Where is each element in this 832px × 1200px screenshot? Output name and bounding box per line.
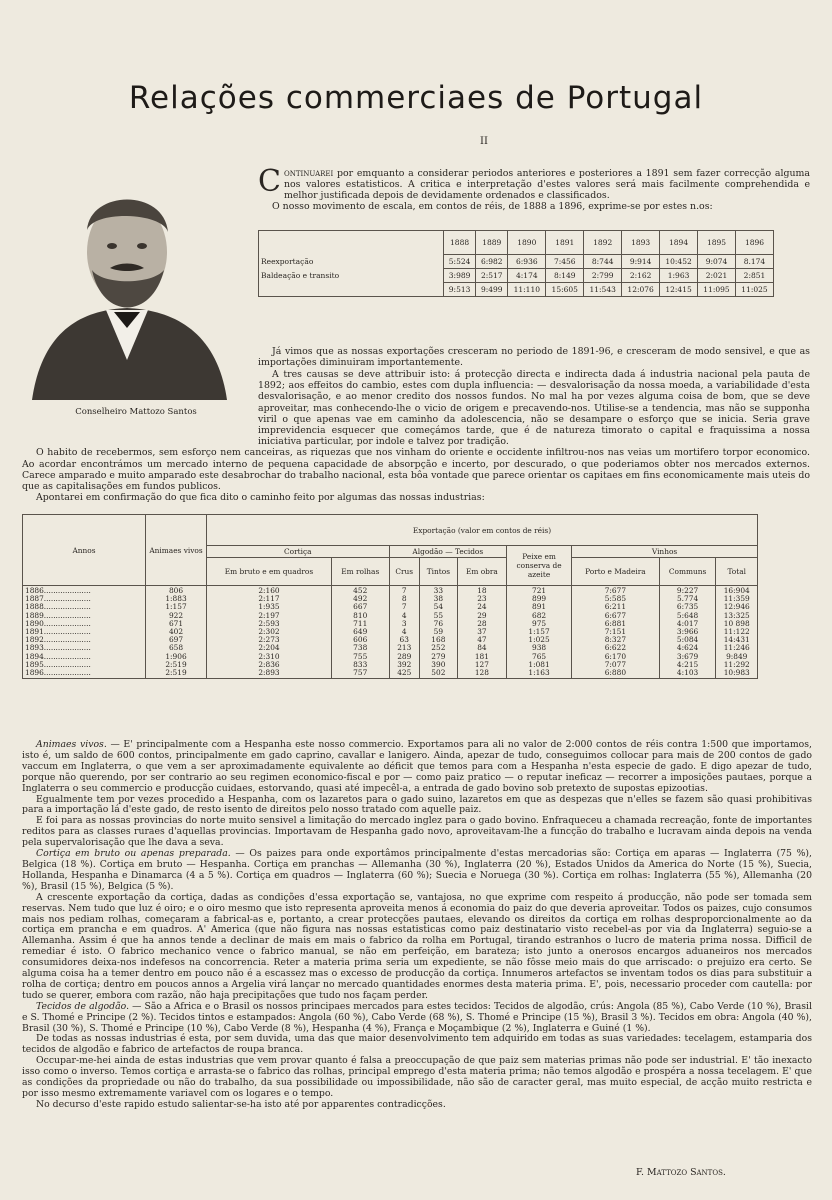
signature: F. Mattozo Santos. <box>636 1167 726 1178</box>
col-animaes: Animaes vivos <box>146 515 207 586</box>
escala-year: 1890 <box>508 231 546 255</box>
escala-cell: 9:914 <box>622 255 660 269</box>
table-cell: 10:983 <box>723 668 750 678</box>
article-title: Relações commerciaes de Portugal <box>128 80 704 116</box>
table-cell: 975 <box>532 618 547 628</box>
table-cell: 1886.................... <box>25 586 91 595</box>
paragraph-text: E foi para as nossas provincias do norte muito sensivel a limitação do mercado inglez para o gado bovino. Enfraqueceu a chamada recreação, fonte de importantes reditos para as classes ruraes d'aquellas provincias. Importavam de Hespanha gado novo, aproveitavam-lhe a funcção do trabalho e lucravam ainda depois na venda pela supervalorisação que lhe dava a seva. <box>22 815 812 849</box>
table-cell: 1:935 <box>258 602 280 612</box>
table-cell: 1:906 <box>165 651 187 661</box>
col-values <box>659 586 716 679</box>
col-tintos: Tintos <box>419 558 457 586</box>
paragraph-text: De todas as nossas industrias é esta, por sem duvida, uma das que maior desenvolvimento tem adquirido em todas as suas variedades: tecelagem, estamparia dos tecidos de algodão e fabrico de artefactos de roupa branca. <box>22 1033 812 1056</box>
table-cell: 29 <box>477 610 487 620</box>
table-cell: 289 <box>397 651 412 661</box>
escala-year: 1894 <box>660 231 698 255</box>
paragraph <box>22 893 812 1002</box>
col-bruto: Em bruto e em quadros <box>207 558 332 586</box>
escala-cell: 8:744 <box>584 255 622 269</box>
table-cell: 2:302 <box>258 627 280 637</box>
table-cell: 6:677 <box>604 610 627 620</box>
paragraph-text: A crescente exportação da cortiça, dadas as condições d'essa exportação se, vantajosa, no que exprime com respeito á producção, não pode ser tomada sem reservas. Nem tudo que luz é oiro; e o oiro mesmo que isto representa aproveita menos á economia do paiz do que deveria aproveitar. Todos os paizes, cujo consumos mais nos pediam rolhas, começaram a fabrical-as e, portanto, a crear protecções pautaes, elevando os direitos da cortiça em rolhas desproporcionalmente ao da cortiça em prancha e em quadros. A' America (que não figura nas nossas estatisticas como paiz destinatario visto recebel-as por via da Inglaterra) seguio-se a Allemanha. Assim é que ha annos tende a declinar de mais em mais o fabrico da rolha em Portugal, tirando estranhos o lucro de materia prima nossa. Difficil de remediar é isto. O fabrico mechanico vence o fabrico manual, se não em perfeição, em barateza; isto junto a onerosos encargos aduaneiros nos mercados consumidores deixa-nos indefesos na concorrencia. Reter a materia prima seria um expediente, se não fôsse meio mais do que arriscado: o prejuizo era certo. Se alguma coisa ha a temer dentro em pouco não é a escassez mas o excesso de producção da cortiça. Innumeros artefactos se inventam todos os dias para substituir a rolha de cortiça; dentro em poucos annos a Argelia virá lançar no mercado quantidades enormes desta materia prima. E', pois, necessario proceder com cautella: por tudo se querer, embora com razão, não haja precipitações que tudo nos façam perder. <box>22 891 812 1001</box>
table-cell: 63 <box>399 635 409 645</box>
wide-paragraphs <box>22 369 810 503</box>
table-cell: 2:160 <box>258 586 280 595</box>
table-cell: 11:122 <box>723 627 750 637</box>
table-cell: 390 <box>431 659 446 669</box>
table-cell: 721 <box>532 586 547 595</box>
table-cell: 6:880 <box>604 668 627 678</box>
escala-cell: 7:456 <box>546 255 584 269</box>
table-cell: 697 <box>168 635 184 645</box>
portrait-illustration <box>22 160 232 400</box>
table-cell: 765 <box>532 651 547 661</box>
table-cell: 5:648 <box>676 610 699 620</box>
table-cell: 7:677 <box>604 586 627 595</box>
paragraph: O habito de recebermos, sem esforço nem canceiras, as riquezas que nos vinham do oriente e occidente infiltrou-nos nas veias um mortifero torpor economico. Ao acordar encontrámos um mercado interno de pequena capacidade de absorpção e incerto, por descurado, o que poderiamos obter nos mercados externos. Carece amparado e muito amparado este desabrochar do trabalho nacional, esta bôa vontade que parece orientar os capitaes em fins economicamente mais uteis do que as capitalisações em fundos publicos. <box>22 447 810 493</box>
long-paragraphs <box>22 740 812 1111</box>
table-cell: 11:246 <box>723 643 750 653</box>
table-cell: 37 <box>477 627 487 637</box>
escala-cell: 6:936 <box>508 255 546 269</box>
table-cell: 11:292 <box>723 659 750 669</box>
portrait-caption: Conselheiro Mattozo Santos <box>75 407 197 417</box>
table-cell: 1891.................... <box>25 627 91 637</box>
escala-year: 1892 <box>584 231 622 255</box>
table-cell: 279 <box>431 651 446 661</box>
col-algodao: Algodão — Tecidos <box>389 546 507 558</box>
table-cell: 127 <box>474 659 489 669</box>
table-cell: 649 <box>353 627 368 637</box>
col-values <box>419 586 457 679</box>
table-cell: 392 <box>397 659 412 669</box>
table-cell: 738 <box>353 643 368 653</box>
table-cell: 938 <box>532 643 547 653</box>
col-obra: Em obra <box>457 558 506 586</box>
table-cell: 5:084 <box>676 635 699 645</box>
table-cell: 4 <box>401 610 407 620</box>
paragraph <box>22 795 812 817</box>
escala-cell: 8.174 <box>735 255 773 269</box>
escala-cell: 3:989 <box>444 269 476 283</box>
table-cell: 128 <box>474 668 489 678</box>
col-total: Total <box>716 558 758 586</box>
table-cell: 606 <box>353 635 368 645</box>
table-cell: 5:585 <box>604 594 627 604</box>
paragraph: A tres causas se deve attribuir isto: á protecção directa e indirecta dada á industria nacional pela pauta de 1892; aos effeitos do cambio, estes com dupla influencia: — desvalorisação da nossa moeda, a variabilidade d'esta desvalorisação, e ao menor credito dos nossos fundos. No mal ha por vezes alguma coisa de bom, que se deve aproveitar, mas conhecendo-lhe o vicio de origem e precavendo-nos. Utilise-se a tendencia, mas não se supponha viril o que apenas vae em caminho da adolescencia, não se desampare o esforço que se inicia. Seria grave imprevidencia esquecer que começámos tarde, que é de natureza timorato o capital e fraquissima a nossa iniciativa particular, por indole e talvez por tradição. <box>258 369 810 448</box>
intro-text: por emquanto a considerar periodos anteriores e posteriores a 1891 sem fazer correcção alguma nos valores estatisticos. A critica e interpretação d'estes valores será mais facilmente comprehendida e melhor justificada depois de devidamente ordenados e classificados. <box>283 168 810 201</box>
table-cell: 7 <box>401 586 407 595</box>
table-cell: 1:163 <box>528 668 550 678</box>
table-cell: 755 <box>353 651 368 661</box>
table-cell: 168 <box>431 635 446 645</box>
col-values <box>572 586 660 679</box>
escala-total: 12:415 <box>660 283 698 297</box>
table-cell: 7:151 <box>604 627 627 637</box>
col-annos: Annos <box>23 515 146 586</box>
table-cell: 833 <box>353 659 368 669</box>
table-cell: 7:077 <box>604 659 627 669</box>
table-cell: 1892.................... <box>25 635 91 645</box>
table-cell: 4:017 <box>676 618 699 628</box>
table-cell: 3:966 <box>676 627 699 637</box>
escala-cell: 2:851 <box>735 269 773 283</box>
paragraph <box>22 740 812 795</box>
export-table <box>22 514 758 679</box>
table-cell: 13:325 <box>723 610 750 620</box>
table-cell: 2:836 <box>258 659 280 669</box>
table-cell: 6:881 <box>604 618 627 628</box>
escala-cell: 2:517 <box>476 269 508 283</box>
escala-cell: 1:963 <box>660 269 698 283</box>
table-cell: 492 <box>353 594 368 604</box>
side-paragraphs <box>258 346 810 368</box>
table-cell: 1:157 <box>165 602 187 612</box>
table-cell: 891 <box>532 602 547 612</box>
table-cell: 757 <box>353 668 368 678</box>
table-cell: 38 <box>433 594 444 604</box>
escala-cell: 8:149 <box>546 269 584 283</box>
table-cell: 2:519 <box>165 668 187 678</box>
table-cell: 4:215 <box>676 659 699 669</box>
paragraph <box>22 849 812 893</box>
col-values <box>146 586 207 679</box>
table-cell: 1:081 <box>528 659 550 669</box>
escala-cell: 9:074 <box>698 255 736 269</box>
escala-total: 12:076 <box>622 283 660 297</box>
col-peixe: Peixe em conserva de azeite <box>507 546 572 586</box>
col-values <box>23 586 146 679</box>
escala-table <box>258 230 774 297</box>
table-cell: 2:117 <box>258 594 280 604</box>
intro-paragraph <box>258 164 810 212</box>
dropcap: C <box>258 164 281 199</box>
col-values <box>716 586 758 679</box>
table-cell: 899 <box>532 594 547 604</box>
paragraph <box>22 1056 812 1100</box>
table-cell: 1:157 <box>528 627 550 637</box>
table-cell: 4:624 <box>676 643 699 653</box>
table-cell: 1895.................... <box>25 659 91 669</box>
escala-total: 11:025 <box>735 283 773 297</box>
escala-cell: 2:162 <box>622 269 660 283</box>
col-values <box>457 586 506 679</box>
paragraph-lead: Tecidos de algodão. <box>36 1000 130 1012</box>
escala-year: 1891 <box>546 231 584 255</box>
escala-cell: 6:982 <box>476 255 508 269</box>
table-cell: 2:197 <box>258 610 280 620</box>
escala-year: 1889 <box>476 231 508 255</box>
table-cell: 55 <box>433 610 444 620</box>
escala-row-label: Reexportação <box>259 255 444 269</box>
col-crus: Crus <box>389 558 419 586</box>
escala-cell: 2:799 <box>584 269 622 283</box>
table-cell: 2:310 <box>258 651 280 661</box>
paragraph <box>22 1002 812 1035</box>
table-cell: 4 <box>401 627 407 637</box>
table-cell: 33 <box>433 586 444 595</box>
escala-year: 1896 <box>735 231 773 255</box>
table-cell: 3:679 <box>676 651 699 661</box>
table-cell: 213 <box>397 643 412 653</box>
escala-total: 9:499 <box>476 283 508 297</box>
table-cell: 1889.................... <box>25 610 91 620</box>
paragraph-lead: Animaes vivos. <box>36 739 107 750</box>
paragraph <box>22 1100 812 1111</box>
table-cell: 6:211 <box>604 602 627 612</box>
col-rolhas: Em rolhas <box>331 558 389 586</box>
paragraph: Já vimos que as nossas exportações cresceram no periodo de 1891-96, e cresceram de modo sensivel, e que as importações diminuiram importantemente. <box>258 346 810 369</box>
table-cell: 6:622 <box>604 643 627 653</box>
intro-lead: ontinuarei <box>283 168 334 179</box>
paragraph-text: Occupar-me-hei ainda de estas industrias que vem provar quanto é falsa a preoccupação de que paiz sem materias primas não pode ser industrial. E' tão inexacto isso como o inverso. Temos cortiça e arrasta-se o fabrico das rolhas, principal emprego d'esta materia prima; não temos algodão e prospéra a nossa tecelagem. E' que as condições da propriedade ou não do trabalho, da sua possibilidade ou impossibilidade, não são de caracter geral, mas muito especial, de acção muito restricta e por isso mesmo extremamente variavel com os logares e o tempo. <box>22 1055 812 1099</box>
table-cell: 54 <box>433 602 444 612</box>
table-cell: 1887.................... <box>25 594 91 604</box>
table-cell: 1894.................... <box>25 651 91 661</box>
table-cell: 1896.................... <box>25 668 91 678</box>
paragraph-lead: Cortiça em bruto ou apenas preparada. <box>36 848 231 860</box>
escala-year: 1893 <box>622 231 660 255</box>
escala-row-label: Baldeação e transito <box>259 269 444 283</box>
table-cell: 8:327 <box>604 635 627 645</box>
table-cell: 2:593 <box>258 618 280 628</box>
col-values <box>207 586 332 679</box>
col-values <box>389 586 419 679</box>
col-porto: Porto e Madeira <box>572 558 660 586</box>
table-cell: 9:227 <box>676 586 699 595</box>
table-cell: 806 <box>168 586 184 595</box>
table-cell: 9:849 <box>726 651 748 661</box>
table-cell: 4:103 <box>676 668 699 678</box>
col-values <box>331 586 389 679</box>
table-cell: 1:025 <box>528 635 550 645</box>
paragraph-text: — Os paizes para onde exportâmos principalmente d'estas mercadorias são: Cortiça em aparas — Inglaterra (75 %), Belgica (18 %). Cortiça em bruto — Hespanha. Cortiça em pranchas — Allemanha (30 %), Inglaterra (20 %), Estados Unidos da America do Norte (15 %), Suecia, Hollanda, Hespanha e Dinamarca (4 a 5 %). Cortiça em quadros — Inglaterra (60 %); Suecia e Noruega (30 %). Cortiça em rolhas: Inglaterra (55 %), Allemanha (20 %), Brasil (15 %), Belgica (5 %). <box>22 848 812 892</box>
paragraph-text: — E' principalmente com a Hespanha este nosso commercio. Exportamos para ali no valor de 2:000 contos de réis contra 1:500 que importamos, isto é, um saldo de 600 contos, principalmente em gado caprino, cavallar e lanigero. Ainda, apezar de tudo, conseguimos collocar para mais de 200 contos de gado vaccum em Inglaterra, o que vem a ser aproximadamente equivalente ao déficit que temos para com a Hespanha n'esta especie de gado. E digo apezar de tudo, porque não querendo, por ser contrario ao seu regimen economico-fiscal e por — como paiz pratico — o reputar ineficaz — recorrer a imposições pautaes, porque a Inglaterra o seu commercio e producção cuidaes, estorvando, quasi até impecêl-a, a entrada de gado bovino sob pretexto de supostas epizootias. <box>22 739 812 794</box>
paragraph <box>22 816 812 849</box>
paragraph-text: — São a Africa e o Brasil os nossos principaes mercados para estes tecidos: Tecidos de algodão, crús: Angola (85 %), Cabo Verde (10 %), Brasil e S. Thomé e Principe (2 %). Tecidos tintos e estampados: Angola (60 %), Cabo Verde (68 %), S. Thomé e Principe (15 %), Brasil 3 %). Tecidos em obra: Angola (40 %), Brasil (30 %), S. Thomé e Principe (10 %), Cabo Verde (8 %), Hespanha (4 %), França e Moçambique (2 %), Inglaterra e Guiné (1 %). <box>22 1000 812 1034</box>
escala-cell: 10:452 <box>660 255 698 269</box>
table-cell: 2:893 <box>258 668 280 678</box>
table-cell: 810 <box>353 610 368 620</box>
intro-text-2: O nosso movimento de escala, em contos de réis, de 1888 a 1896, exprime-se por estes n.os: <box>272 201 713 212</box>
table-cell: 922 <box>168 610 184 620</box>
escala-total: 11:110 <box>508 283 546 297</box>
table-cell: 23 <box>477 594 487 604</box>
part-number: II <box>480 136 488 147</box>
table-cell: 667 <box>353 602 368 612</box>
table-cell: 402 <box>168 627 184 637</box>
table-cell: 84 <box>477 643 487 653</box>
escala-total: 15:605 <box>546 283 584 297</box>
table-cell: 24 <box>477 602 487 612</box>
table-cell: 10 898 <box>723 618 750 628</box>
table-caption: Exportação (valor em contos de réis) <box>207 515 758 546</box>
table-cell: 7 <box>401 602 407 612</box>
col-cortica: Cortiça <box>207 546 390 558</box>
table-cell: 502 <box>431 668 446 678</box>
escala-total: 11:095 <box>698 283 736 297</box>
col-communs: Communs <box>659 558 716 586</box>
table-cell: 6:170 <box>604 651 627 661</box>
table-cell: 252 <box>431 643 446 653</box>
escala-year: 1888 <box>444 231 476 255</box>
table-cell: 28 <box>477 618 487 628</box>
table-cell: 682 <box>532 610 547 620</box>
escala-year: 1895 <box>698 231 736 255</box>
table-cell: 14:431 <box>723 635 750 645</box>
paragraph: Apontarei em confirmação do que fica dito o caminho feito por algumas das nossas industrias: <box>36 492 485 504</box>
table-cell: 1:883 <box>165 594 187 604</box>
table-cell: 8 <box>401 594 407 604</box>
col-vinhos: Vinhos <box>572 546 758 558</box>
table-cell: 11:359 <box>723 594 750 604</box>
paragraph <box>22 1034 812 1056</box>
table-cell: 18 <box>477 586 487 595</box>
table-cell: 76 <box>433 618 444 628</box>
table-cell: 2:519 <box>165 659 187 669</box>
table-cell: 1890.................... <box>25 618 91 628</box>
table-cell: 5.774 <box>676 594 699 604</box>
table-cell: 2:204 <box>258 643 280 653</box>
escala-cell: 5:524 <box>444 255 476 269</box>
col-values <box>507 586 572 679</box>
table-cell: 711 <box>353 618 368 628</box>
table-cell: 2:273 <box>258 635 280 645</box>
table-cell: 452 <box>353 586 368 595</box>
table-cell: 425 <box>397 668 412 678</box>
table-cell: 671 <box>168 618 184 628</box>
table-cell: 6:735 <box>676 602 699 612</box>
escala-cell: 2:021 <box>698 269 736 283</box>
table-cell: 47 <box>477 635 487 645</box>
paragraph-text: No decurso d'este rapido estudo salientar-se-ha isto até por apparentes contradicções. <box>36 1098 446 1110</box>
escala-total: 11:543 <box>584 283 622 297</box>
table-cell: 1893.................... <box>25 643 91 653</box>
escala-cell: 4:174 <box>508 269 546 283</box>
paragraph-text: Egualmente tem por vezes procedido a Hespanha, com os lazaretos para o gado suino, lazaretos em que as despezas que n'elles se fazem são quasi prohibitivas para a importação lá d'este gado, de resto isento de direitos pelo nosso tratado com aquelle paiz. <box>22 793 812 816</box>
table-cell: 181 <box>474 651 489 661</box>
table-cell: 12:946 <box>723 602 750 612</box>
table-cell: 59 <box>433 627 444 637</box>
escala-total: 9:513 <box>444 283 476 297</box>
table-cell: 1888.................... <box>25 602 91 612</box>
table-cell: 3 <box>401 618 407 628</box>
table-cell: 658 <box>168 643 184 653</box>
table-cell: 16:904 <box>723 586 750 595</box>
